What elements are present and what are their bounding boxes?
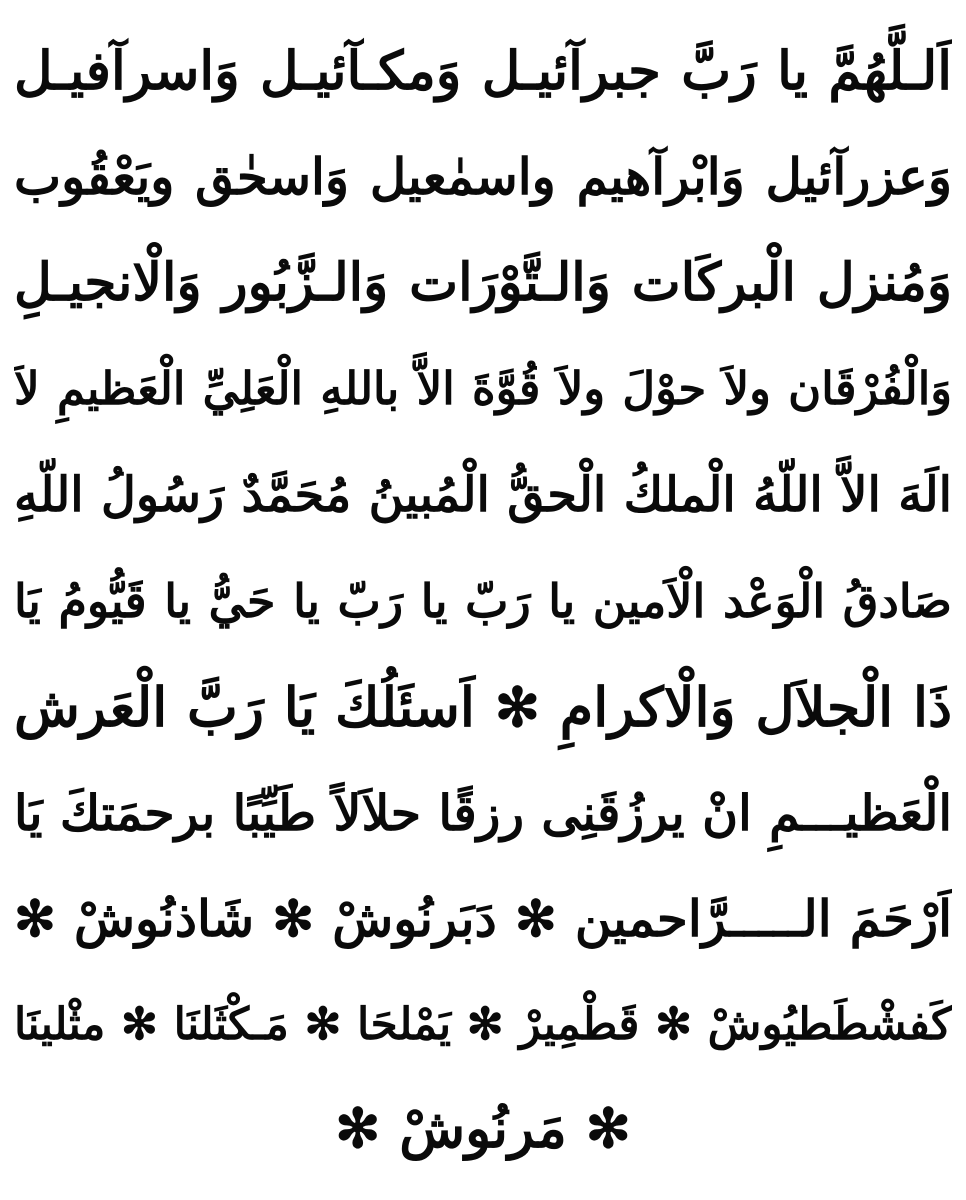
prayer-text-block xyxy=(14,18,952,1178)
text-line-5: الَهَ الاَّ اللّهُ الْملكُ الْحقُّ الْمُبينُ مُحَمَّدٌ رَسُولُ اللّهِ xyxy=(14,467,952,523)
text-line-6: صَادقُ الْوَعْد الْاَمين يا رَبّ يا رَبّ يا حَيُّ يا قَيُّومُ يَا xyxy=(14,574,952,628)
text-line-4: وَالْفُرْقَان ولاَ حوْلَ ولاَ قُوَّةَ الاَّ باللهِ الْعَلِيِّ الْعَظيمِ لاَ xyxy=(14,362,952,415)
text-line-2: وَعزرآئيل وَابْرآهيم واسمٰعيل وَاسحٰق ويَعْقُوب xyxy=(14,147,952,206)
text-line-3: وَمُنزل الْبركَات وَالـتَّوْرَات وَالـزَّبُور وَالْانجيـلِ xyxy=(14,252,952,313)
text-line-11: ✻ مَرنُوشْ ✻ xyxy=(335,1096,631,1160)
text-line-7: ذَا الْجلاَل وَالْاكرامِ ✻ اَسئَلُكَ يَا رَبَّ الْعَرش xyxy=(14,675,952,739)
text-line-8: الْعَظيـــمِ انْ يرزُقَنِى رزقًا حلاَلاً طَيِّبًا برحمَتكَ يَا xyxy=(14,784,952,842)
text-line-10: كَفشْطَطيُوشْ ✻ قَطْمِيرْ ✻ يَمْلحَا ✻ مَـكْثَلنَا ✻ مثْلينَا xyxy=(14,999,952,1050)
text-line-1: اَلـلَّهُمَّ يا رَبَّ جبرآئيـل وَمكـآئيـل وَاسرآفيـل xyxy=(14,40,952,102)
text-line-9: اَرْحَمَ الـــــرَّاحمين ✻ دَبَرنُوشْ ✻ شَاذنُوشْ ✻ xyxy=(14,889,952,948)
